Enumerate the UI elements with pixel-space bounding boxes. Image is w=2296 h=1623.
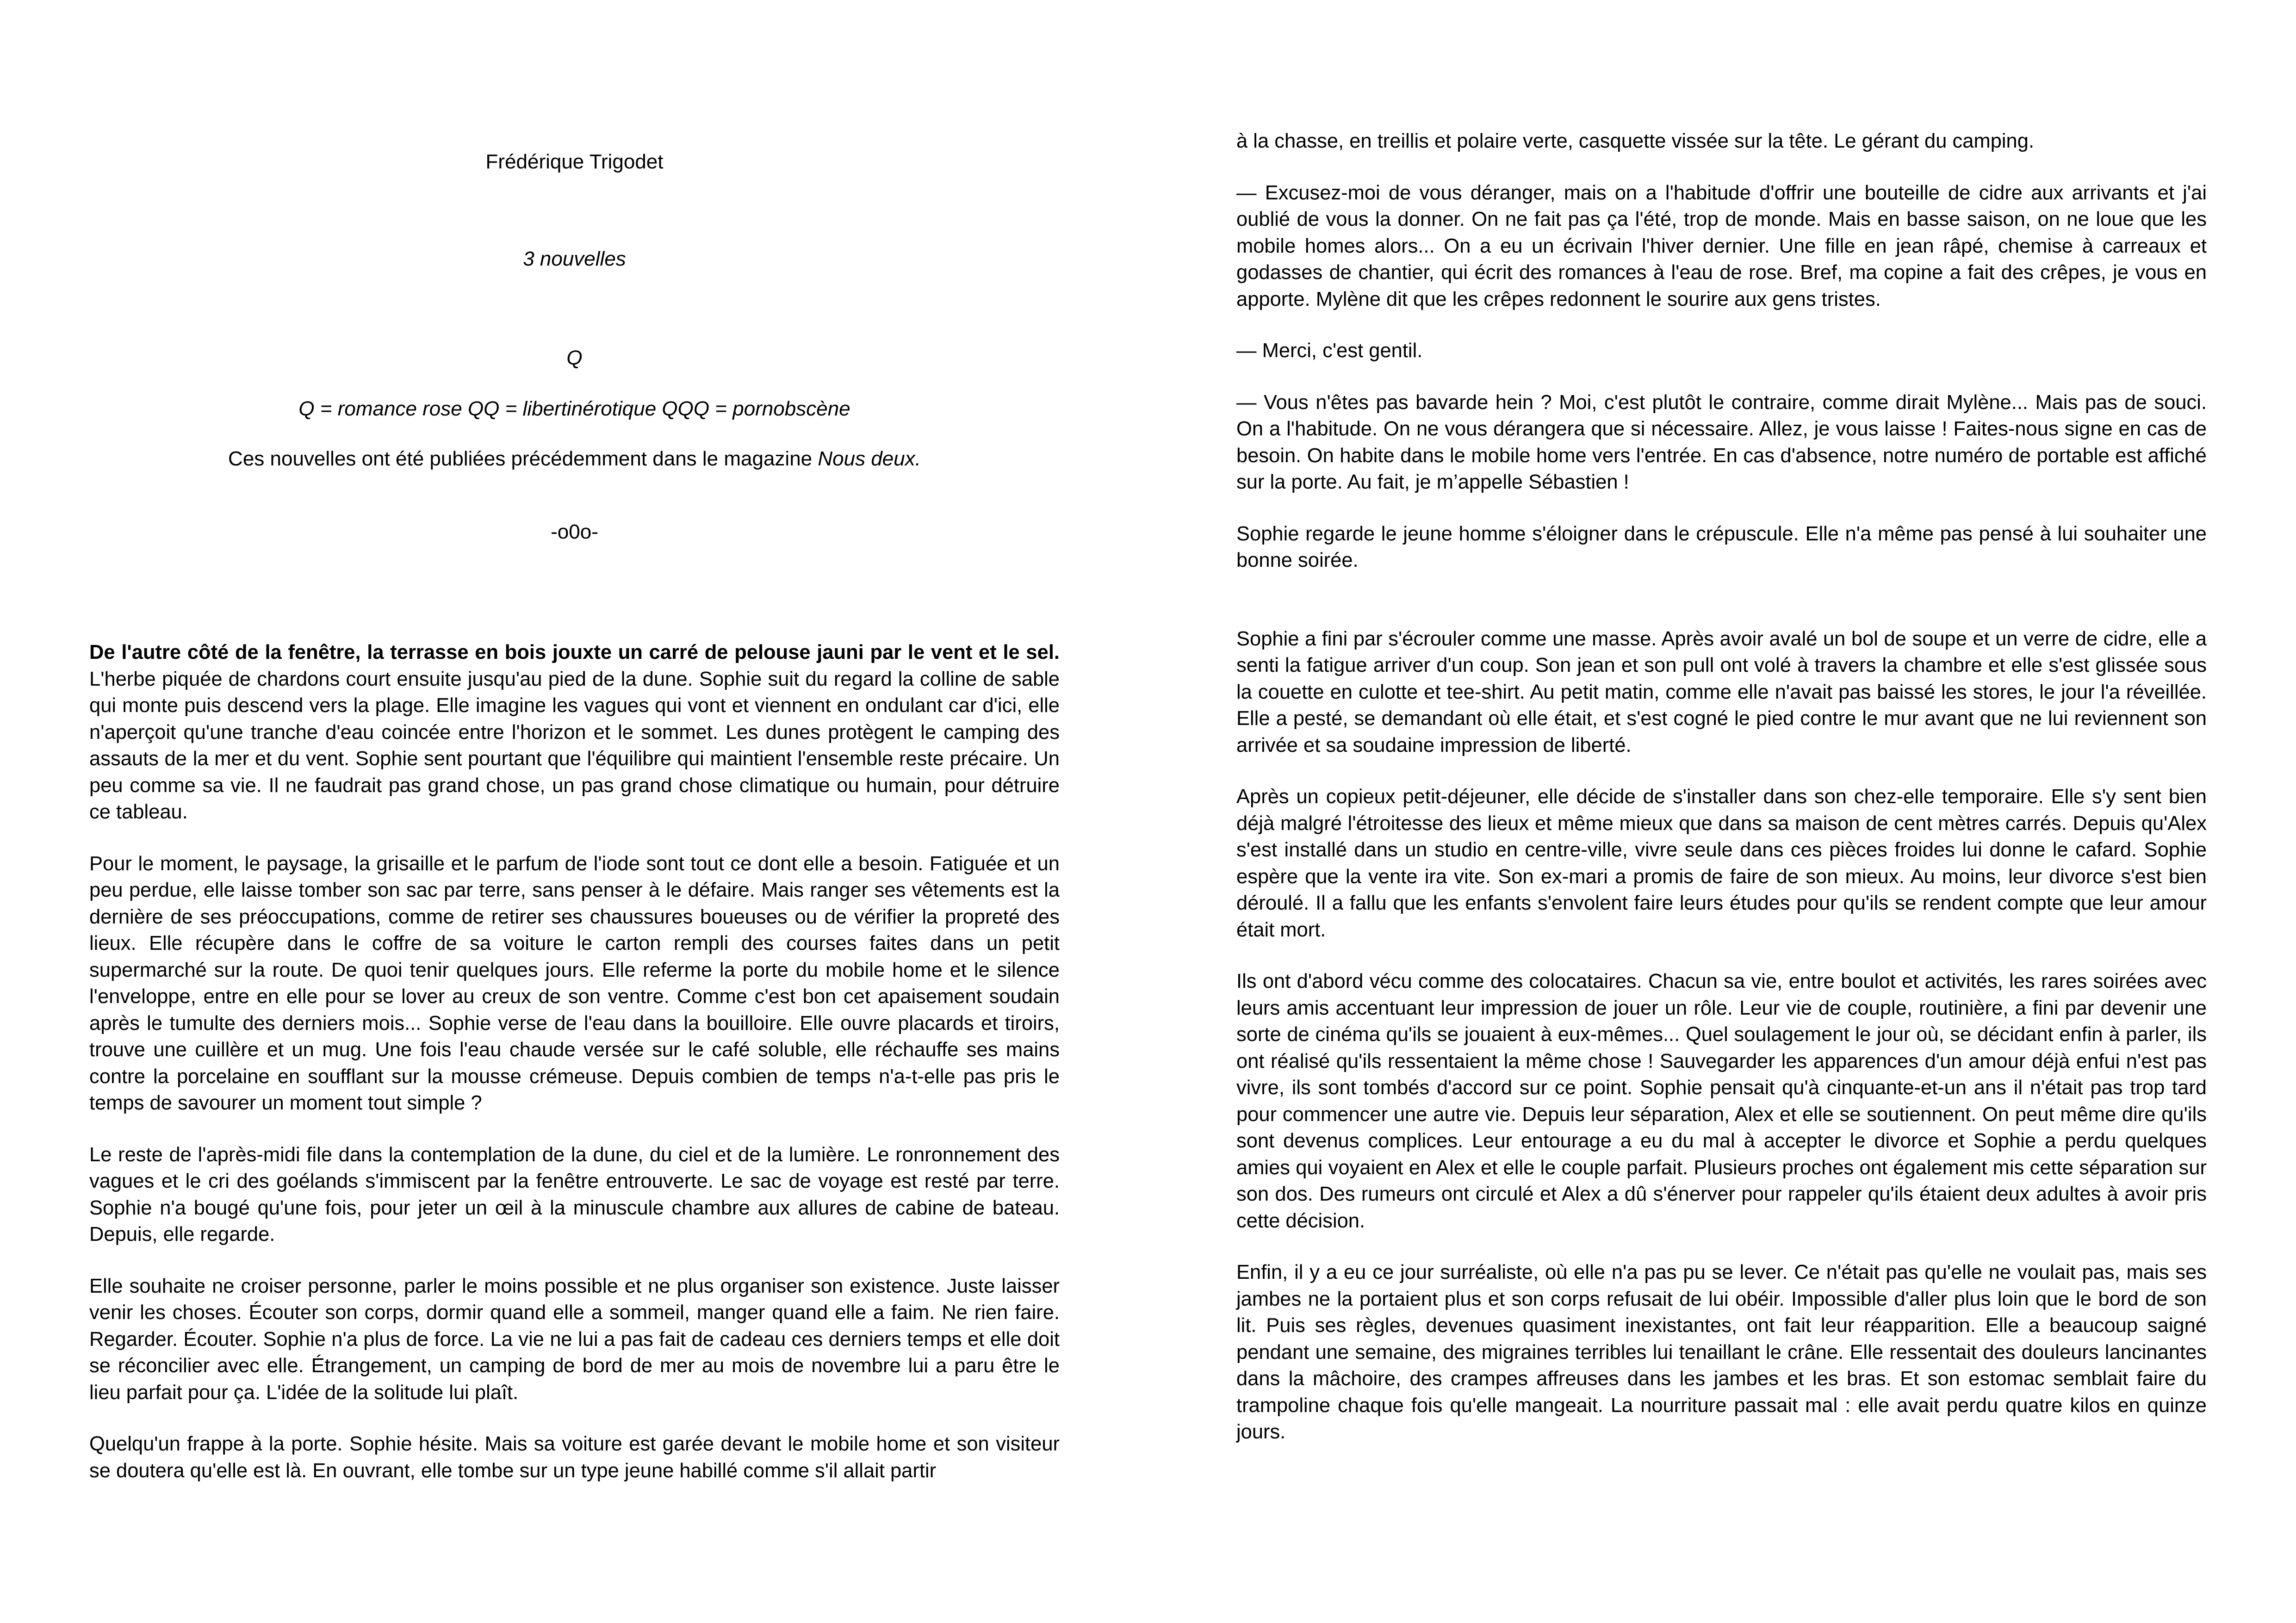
dialogue-paragraph: — Excusez-moi de vous déranger, mais on a l'habitude d'offrir une bouteille de cidre aux arrivants et j'ai oublié de vous la donner. On ne fait pas ça l'été, trop de monde. Mais en basse saison, on ne loue que les mobile homes alors... On a eu un écrivain l'hiver dernier. Une fille en jean râpé, chemise à carreaux et godasses de chantier, qui écrit des romances à l'eau de rose. Bref, ma copine a fait des crêpes, je vous en apporte. Mylène dit que les crêpes redonnent le sourire aux gens tristes. <box>1236 181 2207 310</box>
paragraph: Enfin, il y a eu ce jour surréaliste, où elle n'a pas pu se lever. Ce n'était pas qu'elle ne voulait pas, mais ses jambes ne la portaient plus et son corps refusait de lui obéir. Impossible d'aller plus loin que le bord de son lit. Puis ses règles, devenues quasiment inexistantes, ont fait leur réapparition. Elle a beaucoup saigné pendant une semaine, des migraines terribles lui tenaillant le crâne. Elle ressentait des douleurs lancinantes dans la mâchoire, des crampes affreuses dans les jambes et les bras. Et son estomac semblait faire du trampoline chaque fois qu'elle mangeait. La nourriture passait mal : elle avait perdu quatre kilos en quinze jours. <box>1236 1261 2207 1443</box>
paragraph <box>89 639 1060 826</box>
dialogue-paragraph: — Vous n'êtes pas bavarde hein ? Moi, c'est plutôt le contraire, comme dirait Mylène... Mais pas de souci. On a l'habitude. On ne vous dérangera que si nécessaire. Allez, je vous laisse ! Faites-nous signe en cas de besoin. On habite dans le mobile home vers l'entrée. En cas d'absence, notre numéro de portable est affiché sur la porte. Au fait, je m’appelle Sébastien ! <box>1236 391 2207 493</box>
paragraph: Pour le moment, le paysage, la grisaille et le parfum de l'iode sont tout ce dont elle a besoin. Fatiguée et un peu perdue, elle laisse tomber son sac par terre, sans penser à le défaire. Mais ranger ses vêtements est la dernière de ses préoccupations, comme de retirer ses chaussures boueuses ou de vérifier la propreté des lieux. Elle récupère dans le coffre de sa voiture le carton rempli des courses faites dans un petit supermarché sur la route. De quoi tenir quelques jours. Elle referme la porte du mobile home et le silence l'enveloppe, entre en elle pour se lover au creux de son ventre. Comme c'est bon cet apaisement soudain après le tumulte des derniers mois... Sophie verse de l'eau dans la bouilloire. Elle ouvre placards et tiroirs, trouve une cuillère et un mug. Une fois l'eau chaude versée sur le café soluble, elle réchauffe ses mains contre la porcelaine en soufflant sur la mousse crémeuse. Depuis combien de temps n'a-t-elle pas pris le temps de savourer un moment tout simple ? <box>89 852 1060 1114</box>
paragraph: à la chasse, en treillis et polaire verte, casquette vissée sur la tête. Le gérant du camping. <box>1236 130 2035 152</box>
paragraph: Après un copieux petit-déjeuner, elle décide de s'installer dans son chez-elle temporaire. Elle s'y sent bien déjà malgré l'étroitesse des lieux et même mieux que dans sa maison de cent mètres carrés. Depuis qu'Alex s'est installé dans un studio en centre-ville, vivre seule dans ces pièces froides lui donne le cafard. Sophie espère que la vente ira vite. Son ex-mari a promis de faire de son mieux. Au moins, leur divorce s'est bien déroulé. Il a fallu que les enfants s'envolent faire leurs études pour qu'ils se rendent compte que leur amour était mort. <box>1236 786 2207 941</box>
paragraph: Elle souhaite ne croiser personne, parler le moins possible et ne plus organiser son existence. Juste laisser venir les choses. Écouter son corps, dormir quand elle a sommeil, manger quand elle a faim. Ne rien faire. Regarder. Écouter. Sophie n'a plus de force. La vie ne lui a pas fait de cadeau ces derniers temps et elle doit se réconcilier avec elle. Étrangement, un camping de bord de mer au mois de novembre lui a paru être le lieu parfait pour ça. L'idée de la solitude lui plaît. <box>89 1275 1060 1404</box>
paragraph: Ils ont d'abord vécu comme des colocataires. Chacun sa vie, entre boulot et activités, les rares soirées avec leurs amis accentuant leur impression de jouer un rôle. Leur vie de couple, routinière, a fini par devenir une sorte de cinéma qu'ils se jouaient à eux-mêmes... Quel soulagement le jour où, se décidant enfin à parler, ils ont réalisé qu'ils ressentaient la même chose ! Sauvegarder les apparences d'un amour déjà enfui n'est pas vivre, ils sont tombés d'accord sur ce point. Sophie pensait qu'à cinquante-et-un ans il n'était pas trop tard pour commencer une autre vie. Depuis leur séparation, Alex et elle se soutiennent. On peut même dire qu'ils sont devenus complices. Leur entourage a eu du mal à accepter le divorce et Sophie a perdu quelques amies qui voyaient en Alex et elle le couple parfait. Plusieurs proches ont également mis cette séparation sur son dos. Des rumeurs ont circulé et Alex a dû s'énerver pour rappeler qu'ils étaient deux adultes à avoir pris cette décision. <box>1236 970 2207 1232</box>
rating-legend: Q = romance rose QQ = libertinérotique QQQ = pornobscène <box>298 397 850 420</box>
author-name: Frédérique Trigodet <box>485 150 664 173</box>
left-page-body <box>89 639 1060 1484</box>
dialogue-paragraph: — Merci, c'est gentil. <box>1236 340 1423 362</box>
right-page-body <box>1236 128 2207 1446</box>
section-separator: -o0o- <box>551 520 598 543</box>
paragraph-text: L'herbe piquée de chardons court ensuite jusqu'au pied de la dune. Sophie suit du regard la colline de sable qui monte puis descend vers la plage. Elle imagine les vagues qui vont et viennent en ondulant car d'ici, elle n'aperçoit qu'une tranche d'eau coincée entre l'horizon et le sommet. Les dunes protègent le camping des assauts de la mer et du vent. Sophie sent pourtant que l'équilibre qui maintient l'ensemble reste précaire. Un peu comme sa vie. Il ne faudrait pas grand chose, un pas grand chose climatique ou humain, pour détruire ce tableau. <box>89 668 1060 823</box>
paragraph: Sophie a fini par s'écrouler comme une masse. Après avoir avalé un bol de soupe et un verre de cidre, elle a senti la fatigue arriver d'un coup. Son jean et son pull ont volé à travers la chambre et elle s'est glissée sous la couette en culotte et tee-shirt. Au petit matin, comme elle n'avait pas baissé les stores, le jour l'a réveillée. Elle a pesté, se demandant où elle était, et s'est cogné le pied contre le mur avant que ne lui reviennent son arrivée et sa soudaine impression de liberté. <box>1236 627 2207 756</box>
book-title: 3 nouvelles <box>523 248 626 270</box>
right-page <box>1148 0 2296 1623</box>
rating-label: Q <box>566 347 583 369</box>
paragraph: Sophie regarde le jeune homme s'éloigner dans le crépuscule. Elle n'a même pas pensé à lui souhaiter une bonne soirée. <box>1236 522 2207 571</box>
paragraph: Le reste de l'après-midi file dans la contemplation de la dune, du ciel et de la lumière. Le ronronnement des vagues et le cri des goélands s'immiscent par la fenêtre entrouverte. Le sac de voyage est resté par terre. Sophie n'a bougé qu'une fois, pour jeter un œil à la minuscule chambre aux allures de cabine de bateau. Depuis, elle regarde. <box>89 1143 1060 1245</box>
publication-note-text: Ces nouvelles ont été publiées précédemment dans le magazine <box>228 447 818 470</box>
publication-note <box>89 445 1060 473</box>
front-matter <box>89 148 1060 546</box>
paragraph: Quelqu'un frappe à la porte. Sophie hésite. Mais sa voiture est garée devant le mobile home et son visiteur se doutera qu'elle est là. En ouvrant, elle tombe sur un type jeune habillé comme s'il allait partir <box>89 1433 1060 1482</box>
opening-lead: De l'autre côté de la fenêtre, la terrasse en bois jouxte un carré de pelouse jauni par le vent et le sel. <box>89 641 1060 663</box>
magazine-name: Nous deux. <box>818 447 921 470</box>
